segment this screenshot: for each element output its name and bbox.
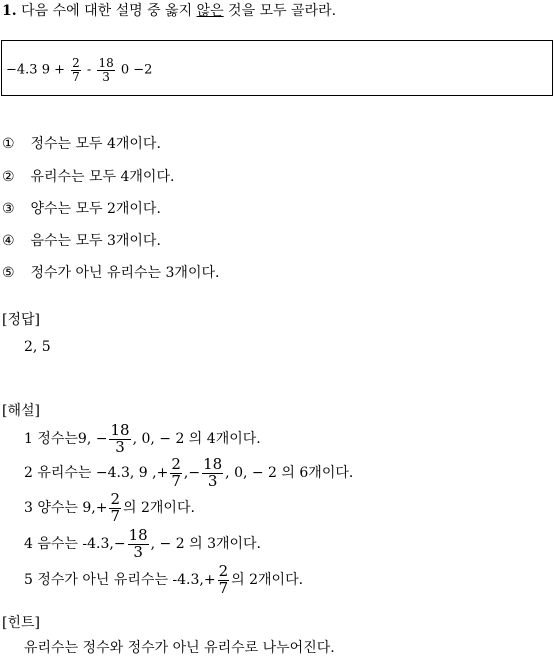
fraction-numerator: 2 — [218, 561, 229, 580]
hint-heading: [힌트] — [2, 615, 40, 631]
given-part-1: −4.3 9 + — [6, 62, 65, 78]
fraction-numerator: 2 — [171, 454, 181, 473]
option-text: 양수는 모두 2개이다. — [30, 201, 161, 217]
option-marker: ⑤ — [2, 265, 15, 281]
explanation-text: 1 정수는9, − — [24, 431, 108, 447]
option-1 — [2, 137, 161, 151]
question-number: 1. — [2, 3, 17, 19]
option-marker: ① — [2, 136, 15, 152]
given-numbers — [6, 57, 152, 83]
explanation-heading: [해설] — [2, 403, 40, 419]
fraction-denominator: 7 — [218, 578, 229, 597]
explanation-text: 5 정수가 아닌 유리수는 -4.3,+ — [24, 572, 216, 588]
hint-text: 유리수는 정수와 정수가 아닌 유리수로 나누어진다. — [24, 640, 335, 656]
fraction-numerator: 18 — [203, 454, 223, 473]
option-text: 유리수는 모두 4개이다. — [30, 169, 175, 185]
fraction-denominator: 7 — [171, 471, 181, 490]
explanation-text: , − 2 의 3개이다. — [150, 536, 261, 552]
explanation-text: 의 2개이다. — [123, 500, 195, 516]
fraction-2-7 — [109, 489, 121, 525]
fraction-numerator: 18 — [110, 420, 130, 439]
explanation-line-5 — [24, 561, 303, 599]
fraction-2-7 — [170, 454, 182, 490]
explanation-text: 의 2개이다. — [231, 572, 304, 588]
question-text-after: 것을 모두 골라라. — [223, 3, 337, 19]
option-marker: ④ — [2, 233, 15, 249]
option-text: 음수는 모두 3개이다. — [30, 233, 161, 249]
explanation-text: , 0, − 2 의 4개이다. — [132, 431, 261, 447]
fraction-numerator: 2 — [110, 489, 121, 508]
fraction-denominator: 3 — [102, 69, 110, 84]
option-text: 정수는 모두 4개이다. — [30, 136, 161, 152]
fraction-denominator: 3 — [133, 542, 143, 561]
option-3 — [2, 202, 161, 216]
fraction-numerator: 2 — [72, 56, 80, 70]
explanation-line-2 — [24, 454, 353, 492]
explanation-text: , 0, − 2 의 6개이다. — [225, 465, 354, 481]
given-part-3: 0 −2 — [120, 62, 153, 78]
explanation-text: 4 음수는 -4.3,− — [24, 536, 126, 552]
given-fraction-2-7 — [71, 57, 81, 83]
explanation-text: ,− — [183, 465, 201, 481]
answer-value: 2, 5 — [24, 339, 51, 355]
option-marker: ③ — [2, 201, 15, 217]
explanation-line-3 — [24, 489, 195, 527]
fraction-18-3 — [202, 454, 223, 490]
explanation-line-4 — [24, 525, 261, 563]
fraction-denominator: 3 — [207, 471, 218, 490]
fraction-18-3 — [109, 420, 130, 456]
question-line — [2, 4, 336, 18]
question-text-underlined: 않은 — [196, 3, 224, 19]
fraction-18-3 — [128, 525, 149, 561]
explanation-text: 3 양수는 9,+ — [24, 500, 108, 516]
option-5 — [2, 266, 219, 280]
answer-heading: [정답] — [2, 312, 40, 328]
explanation-line-1 — [24, 420, 261, 458]
given-fraction-18-3 — [97, 57, 114, 83]
explanation-text: 2 유리수는 −4.3, 9 ,+ — [24, 465, 169, 481]
option-text: 정수가 아닌 유리수는 3개이다. — [30, 265, 220, 281]
option-4 — [2, 234, 161, 248]
fraction-denominator: 3 — [115, 437, 125, 456]
fraction-2-7 — [218, 561, 230, 597]
fraction-denominator: 7 — [72, 69, 80, 84]
fraction-numerator: 18 — [128, 525, 148, 544]
given-part-2: - — [86, 62, 92, 78]
option-marker: ② — [2, 169, 15, 185]
question-text-before: 다음 수에 대한 설명 중 옳지 — [21, 3, 197, 19]
fraction-numerator: 18 — [98, 56, 114, 70]
option-2 — [2, 170, 174, 184]
fraction-denominator: 7 — [110, 506, 121, 525]
